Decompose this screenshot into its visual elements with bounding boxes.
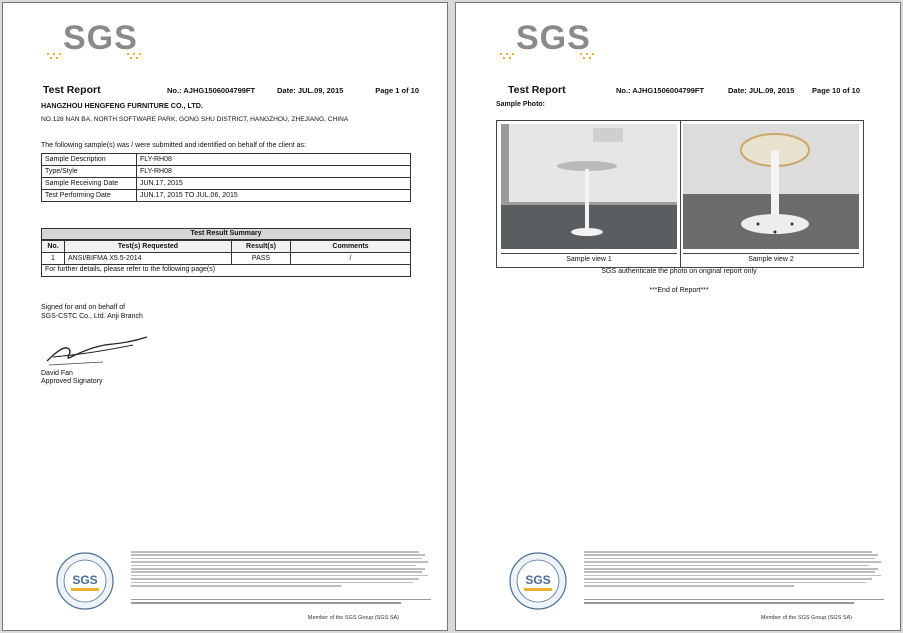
signed-block <box>41 303 143 321</box>
cell-result: PASS <box>232 253 291 265</box>
info-value: FLY-RH08 <box>137 166 411 178</box>
sgs-logo <box>500 17 595 61</box>
sample-photo-1 <box>501 124 677 249</box>
report-date: Date: JUL.09, 2015 <box>728 86 795 95</box>
info-label: Test Performing Date <box>42 190 137 202</box>
table-header-row <box>42 241 411 253</box>
summary-title: Test Result Summary <box>41 228 411 240</box>
sgs-logo <box>47 17 142 61</box>
member-text: Member of the SGS Group (SGS SA) <box>307 615 399 621</box>
company-address: NO.128 NAN BA, NORTH SOFTWARE PARK, GONG SHU DISTRICT, HANGZHOU, ZHEJIANG, CHINA <box>41 116 349 123</box>
sample-photo-2 <box>683 124 859 249</box>
seal-text: SGS <box>72 573 98 587</box>
end-of-report: ***End of Report*** <box>649 287 709 294</box>
table-row <box>42 253 411 265</box>
signature-image <box>43 331 153 369</box>
column-header: Comments <box>291 241 411 253</box>
table-row <box>42 166 411 178</box>
seal-text: SGS <box>525 573 551 587</box>
signatory-block <box>41 370 102 386</box>
page-number: Page 1 of 10 <box>375 86 419 95</box>
column-header: Result(s) <box>232 241 291 253</box>
report-number: No.: AJHG1506004799FT <box>616 86 705 95</box>
report-header <box>31 85 419 99</box>
table-row <box>42 154 411 166</box>
cell-comment: / <box>291 253 411 265</box>
sgs-seal-icon <box>55 551 115 611</box>
address-fine-print <box>131 599 431 609</box>
info-label: Sample Description <box>42 154 137 166</box>
signatory-role: Approved Signatory <box>41 378 103 385</box>
auth-note: SGS authenticate the photo on original report only <box>601 268 757 275</box>
info-label: Sample Receiving Date <box>42 178 137 190</box>
summary-table <box>41 240 411 265</box>
table-row <box>42 178 411 190</box>
info-label: Type/Style <box>42 166 137 178</box>
signed-line: SGS-CSTC Co., Ltd. Anji Branch <box>41 313 143 320</box>
report-title: Test Report <box>508 84 566 96</box>
logo-text: SGS <box>516 19 591 57</box>
cell-test: ANSI/BIFMA X5.5-2014 <box>65 253 232 265</box>
sgs-seal-icon <box>508 551 568 611</box>
page-number: Page 10 of 10 <box>812 86 860 95</box>
address-fine-print <box>584 599 884 609</box>
sample-info-table <box>41 153 411 202</box>
signed-line: Signed for and on behalf of <box>41 304 126 311</box>
company-name: HANGZHOU HENGFENG FURNITURE CO., LTD. <box>41 101 203 110</box>
photo-caption-2: Sample view 2 <box>683 253 859 266</box>
intro-text: The following sample(s) was / were submitted and identified on behalf of the client as: <box>41 142 306 149</box>
report-page-1 <box>2 2 448 631</box>
report-page-10 <box>455 2 901 631</box>
sample-photo-table <box>496 120 864 268</box>
terms-fine-print <box>584 551 884 588</box>
column-header: No. <box>42 241 65 253</box>
column-header: Test(s) Requested <box>65 241 232 253</box>
member-text: Member of the SGS Group (SGS SA) <box>760 615 852 621</box>
table-row <box>42 190 411 202</box>
report-title: Test Report <box>43 84 101 96</box>
test-result-summary <box>41 228 411 277</box>
report-header <box>496 85 860 99</box>
logo-text: SGS <box>63 19 138 57</box>
info-value: JUN.17, 2015 <box>137 178 411 190</box>
info-value: FLY-RH08 <box>137 154 411 166</box>
report-number: No.: AJHG1506004799FT <box>167 86 256 95</box>
photo-caption-1: Sample view 1 <box>501 253 677 266</box>
summary-note: For further details, please refer to the following page(s) <box>41 265 411 277</box>
terms-fine-print <box>131 551 431 588</box>
signatory-name: David Fan <box>41 370 73 377</box>
report-date: Date: JUL.09, 2015 <box>277 86 344 95</box>
sample-photo-label: Sample Photo: <box>496 101 546 108</box>
info-value: JUN.17, 2015 TO JUL.06, 2015 <box>137 190 411 202</box>
cell-no: 1 <box>42 253 65 265</box>
